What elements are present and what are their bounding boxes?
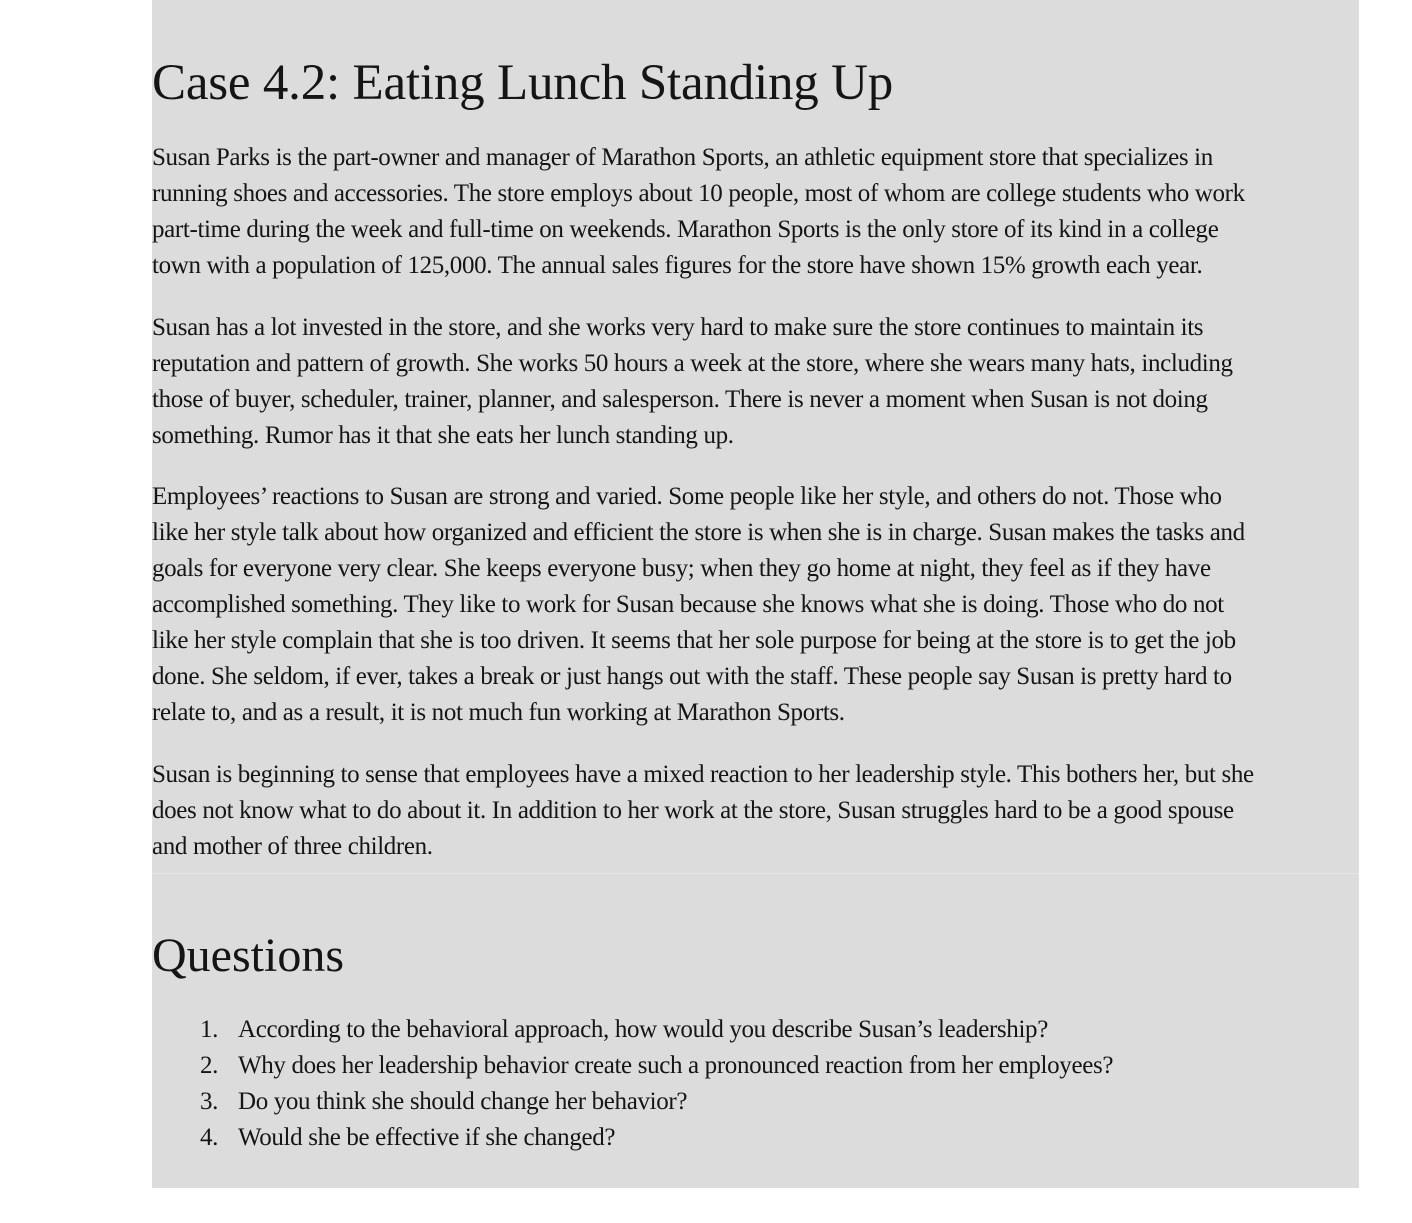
questions-title: Questions: [152, 929, 344, 982]
paragraph-1: [152, 140, 1359, 284]
questions-list: [200, 1012, 1113, 1156]
paragraph-line: and mother of three children.: [152, 833, 433, 860]
question-text: Do you think she should change her behavior?: [238, 1088, 688, 1115]
paragraph-line: goals for everyone very clear. She keeps everyone busy; when they go home at night, they feel as if they have: [152, 555, 1211, 582]
question-item: [200, 1048, 1113, 1084]
paragraph-line: like her style complain that she is too driven. It seems that her sole purpose for being at the store is to get the job: [152, 627, 1236, 654]
paragraph-line: accomplished something. They like to work for Susan because she knows what she is doing. Those who do not: [152, 591, 1224, 618]
question-text: Why does her leadership behavior create such a pronounced reaction from her employees?: [238, 1052, 1114, 1079]
paragraph-line: running shoes and accessories. The store employs about 10 people, most of whom are college students who work: [152, 180, 1245, 207]
question-number: 2.: [200, 1052, 219, 1079]
paragraph-line: relate to, and as a result, it is not much fun working at Marathon Sports.: [152, 699, 845, 726]
question-number: 1.: [200, 1016, 219, 1043]
question-item: [200, 1012, 1113, 1048]
question-item: [200, 1084, 1113, 1120]
question-item: [200, 1120, 1113, 1156]
paragraph-line: Employees’ reactions to Susan are strong and varied. Some people like her style, and others do not. Those who: [152, 483, 1222, 510]
paragraph-line: Susan is beginning to sense that employees have a mixed reaction to her leadership style. This bothers her, but she: [152, 761, 1254, 788]
paragraph-line: Susan Parks is the part-owner and manager of Marathon Sports, an athletic equipment store that specializes in: [152, 144, 1213, 171]
paragraph-line: done. She seldom, if ever, takes a break or just hangs out with the staff. These people say Susan is pretty hard to: [152, 663, 1232, 690]
paragraph-line: reputation and pattern of growth. She works 50 hours a week at the store, where she wears many hats, including: [152, 350, 1233, 377]
paragraph-line: those of buyer, scheduler, trainer, planner, and salesperson. There is never a moment when Susan is not doing: [152, 386, 1208, 413]
question-text: According to the behavioral approach, how would you describe Susan’s leadership?: [238, 1016, 1048, 1043]
document-page: [152, 0, 1359, 1188]
paragraph-line: Susan has a lot invested in the store, and she works very hard to make sure the store continues to maintain its: [152, 314, 1204, 341]
paragraph-3: [152, 479, 1359, 731]
paragraph-line: like her style talk about how organized and efficient the store is when she is in charge. Susan makes the tasks and: [152, 519, 1245, 546]
paragraph-line: something. Rumor has it that she eats her lunch standing up.: [152, 422, 734, 449]
paragraph-line: town with a population of 125,000. The annual sales figures for the store have shown 15% growth each year.: [152, 252, 1203, 279]
question-number: 3.: [200, 1088, 219, 1115]
case-title: Case 4.2: Eating Lunch Standing Up: [152, 55, 894, 111]
paragraph-line: does not know what to do about it. In addition to her work at the store, Susan struggles hard to be a good spouse: [152, 797, 1234, 824]
paragraph-2: [152, 310, 1359, 454]
paragraph-line: part-time during the week and full-time on weekends. Marathon Sports is the only store of its kind in a college: [152, 216, 1219, 243]
section-divider: [152, 873, 1359, 874]
paragraph-4: [152, 757, 1359, 865]
question-number: 4.: [200, 1124, 219, 1151]
question-text: Would she be effective if she changed?: [238, 1124, 616, 1151]
